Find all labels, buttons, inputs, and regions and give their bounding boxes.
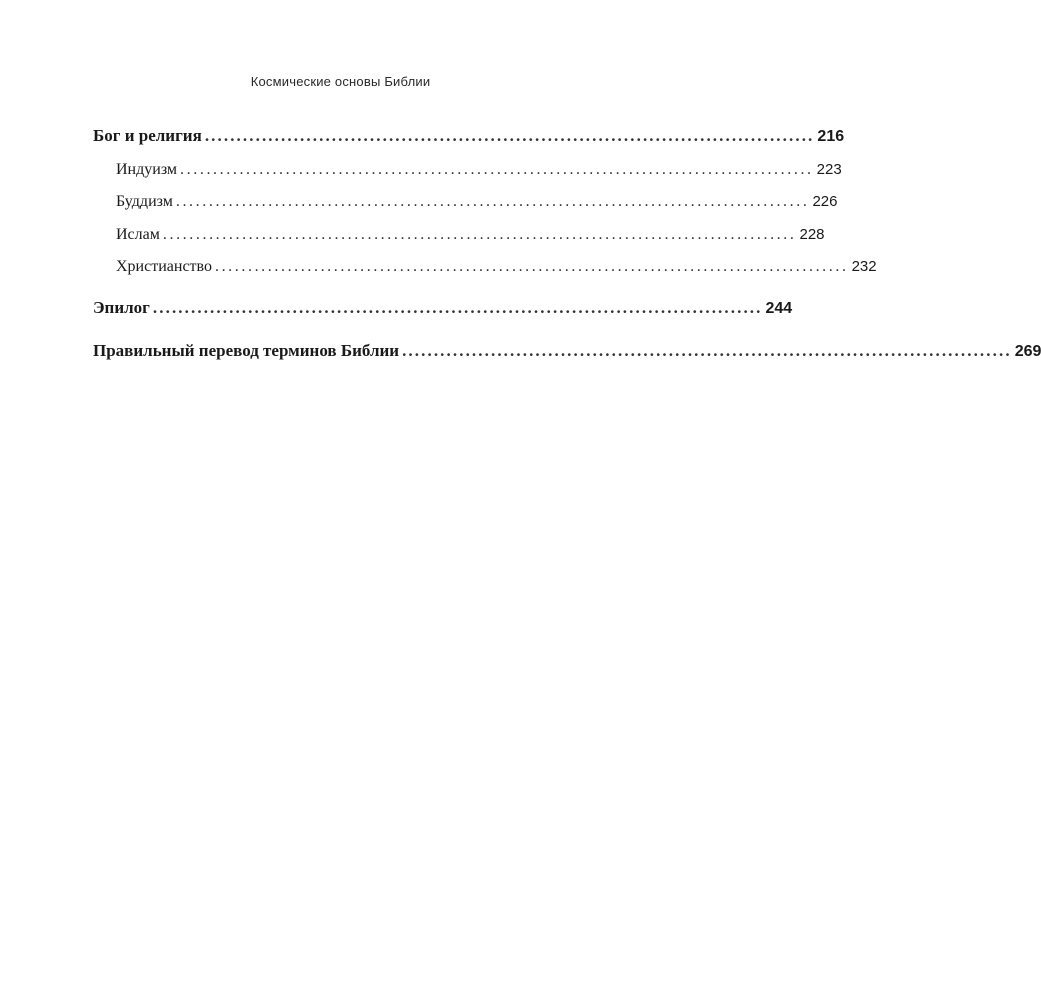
toc-dot-leader: ................................................................................................: [402, 341, 1012, 360]
toc-dot-leader: ................................................................................................: [204, 126, 815, 145]
toc-entry-page: 226: [812, 193, 838, 210]
toc-entry-epilogue[interactable]: [93, 298, 793, 318]
toc-dot-leader: ................................................................................................: [162, 226, 797, 243]
toc-entry-title: Индуизм: [116, 161, 178, 178]
toc-entry-title: Эпилог: [93, 298, 150, 317]
toc-entry-islam[interactable]: [93, 226, 825, 244]
toc-entry-title: Правильный перевод терминов Библии: [93, 341, 400, 360]
running-title: Космические основы Библии: [250, 74, 431, 89]
toc-entry-title: Буддизм: [116, 193, 173, 210]
toc-entry-buddhism[interactable]: [93, 193, 838, 211]
toc-entry-correct-translation[interactable]: [93, 341, 1041, 361]
toc-entry-page: 216: [817, 128, 845, 145]
toc-entry-title: Ислам: [116, 226, 160, 243]
toc-dot-leader: ................................................................................................: [180, 161, 814, 178]
toc-entry-god-and-religion[interactable]: [93, 126, 845, 146]
toc-entry-title: Христианство: [116, 258, 212, 275]
toc-entry-page: 223: [816, 161, 842, 178]
toc-dot-leader: ................................................................................................: [214, 258, 849, 275]
toc-entry-title: Бог и религия: [93, 126, 202, 145]
toc-dot-leader: ................................................................................................: [152, 298, 763, 317]
toc-entry-page: 269: [1014, 343, 1041, 360]
toc-dot-leader: ................................................................................................: [175, 193, 810, 210]
toc-entry-page: 228: [799, 226, 825, 243]
toc-entry-christianity[interactable]: [93, 258, 877, 276]
toc-entry-page: 232: [851, 258, 877, 275]
toc-entry-page: 244: [765, 300, 793, 317]
toc-entry-hinduism[interactable]: [93, 161, 842, 179]
